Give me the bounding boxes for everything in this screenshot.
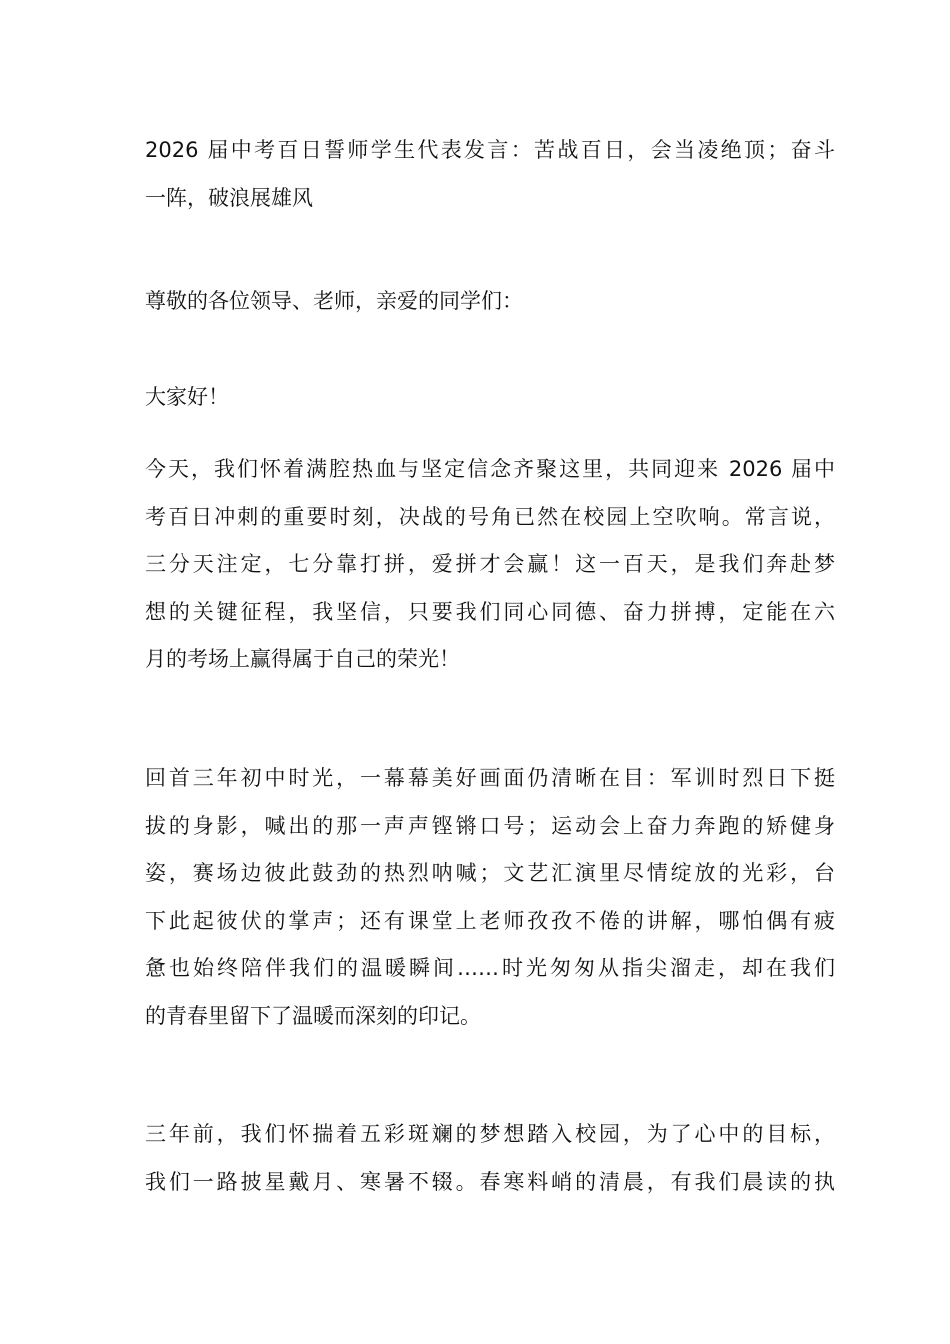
paragraph-2-line-6: 的青春里留下了温暖而深刻的印记。 <box>145 1003 481 1028</box>
paragraph-2-line-3: 姿，赛场边彼此鼓劲的热烈呐喊；文艺汇演里尽情绽放的光彩，台 <box>145 861 835 885</box>
salutation-line: 尊敬的各位领导、老师，亲爱的同学们： <box>145 289 523 313</box>
paragraph-2-line-2: 拔的身影，喊出的那一声声铿锵口号；运动会上奋力奔跑的矫健身 <box>145 813 835 838</box>
greeting <box>145 374 835 422</box>
paragraph-1-line-4: 想的关键征程，我坚信，只要我们同心同德、奋力拼搏，定能在六 <box>145 599 835 624</box>
greeting-line: 大家好！ <box>145 385 229 409</box>
paragraph-1-line-1: 今天，我们怀着满腔热血与坚定信念齐聚这里，共同迎来 2026 届中 <box>145 457 835 481</box>
paragraph-2 <box>145 755 835 1040</box>
title-line-1: 2026 届中考百日誓师学生代表发言：苦战百日，会当凌绝顶；奋斗 <box>145 138 835 162</box>
paragraph-1-line-3: 三分天注定，七分靠打拼，爱拼才会赢！这一百天，是我们奔赴梦 <box>145 552 835 576</box>
paragraph-2-line-1: 回首三年初中时光，一幕幕美好画面仍清晰在目：军训时烈日下挺 <box>145 766 835 790</box>
paragraph-1 <box>145 446 835 684</box>
paragraph-3-line-2: 我们一路披星戴月、寒暑不辍。春寒料峭的清晨，有我们晨读的执 <box>145 1169 835 1194</box>
paragraph-3 <box>145 1111 835 1206</box>
paragraph-1-line-2: 考百日冲刺的重要时刻，决战的号角已然在校园上空吹响。常言说， <box>145 504 835 529</box>
salutation <box>145 278 835 326</box>
document-title <box>145 127 835 222</box>
paragraph-1-line-5: 月的考场上赢得属于自己的荣光！ <box>145 647 460 671</box>
paragraph-2-line-4: 下此起彼伏的掌声；还有课堂上老师孜孜不倦的讲解，哪怕偶有疲 <box>145 908 835 933</box>
title-line-2: 一阵，破浪展雄风 <box>145 185 313 210</box>
paragraph-2-line-5: 惫也始终陪伴我们的温暖瞬间……时光匆匆从指尖溜走，却在我们 <box>145 956 835 980</box>
paragraph-3-line-1: 三年前，我们怀揣着五彩斑斓的梦想踏入校园，为了心中的目标， <box>145 1122 835 1146</box>
